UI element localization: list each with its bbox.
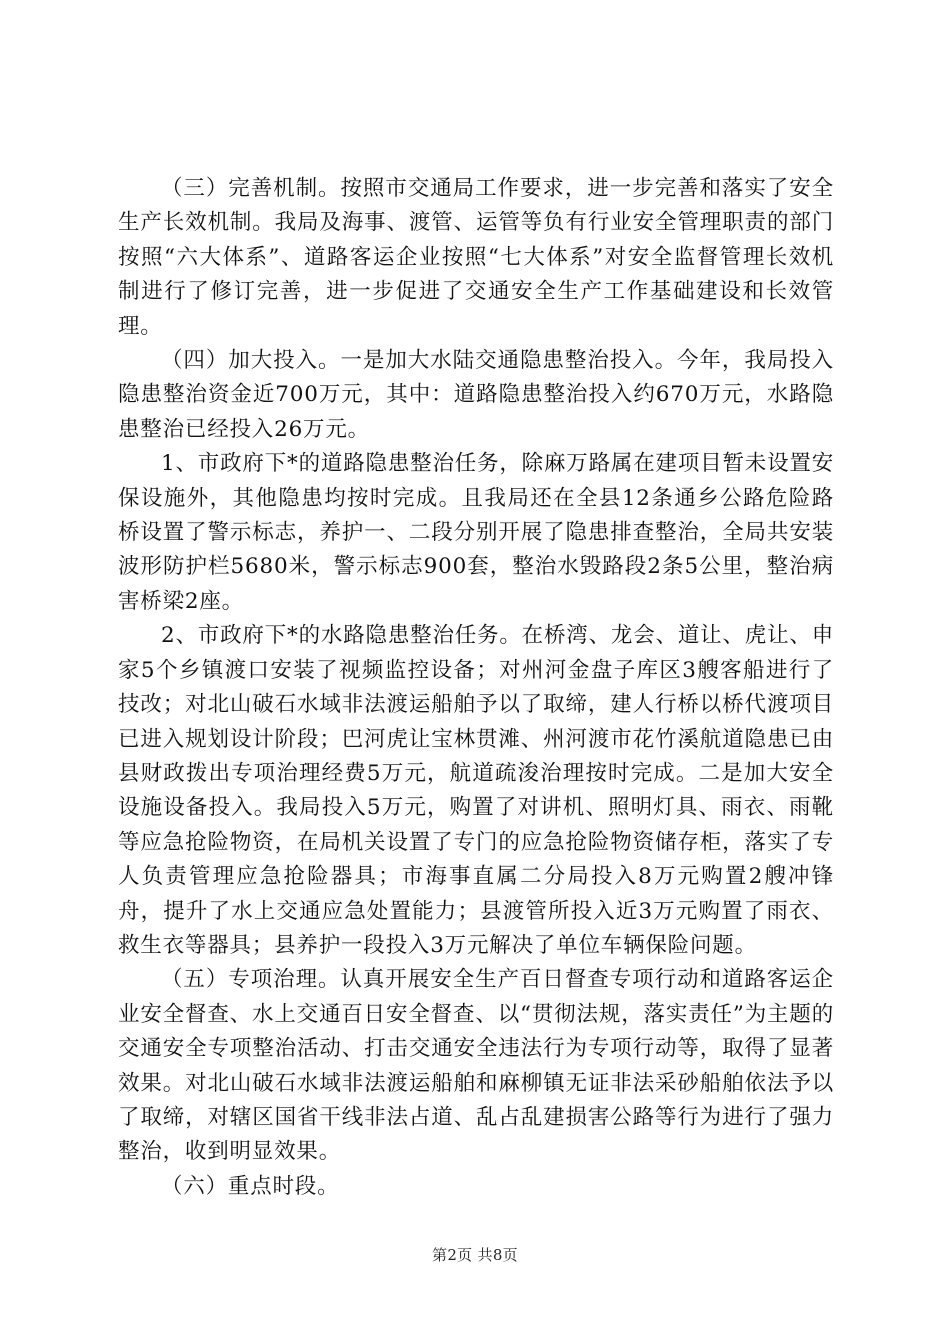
paragraph-increase-investment: （四）加大投入。一是加大水陆交通隐患整治投入。今年，我局投入隐患整治资金近700万元，其中：道路隐患整治投入约670万元，水路隐患整治已经投入26万元。 — [118, 348, 834, 442]
page-number-footer: 第2页 共8页 — [432, 1246, 518, 1264]
paragraph-waterway-hazard-tasks: 2、市政府下*的水路隐患整治任务。在桥湾、龙会、道让、虎让、申家5个乡镇渡口安装了视频监控设备；对州河金盘子库区3艘客船进行了技改；对北山破石水域非法渡运船舶予以了取缔，建人行桥以桥代渡项目已进入规划设计阶段；巴河虎让宝林贯滩、州河渡市花竹溪航道隐患已由县财政拨出专项治理经费5万元，航道疏浚治理按时完成。二是加大安全设施设备投入。我局投入5万元，购置了对讲机、照明灯具、雨衣、雨靴等应急抢险物资，在局机关设置了专门的应急抢险物资储存柜，落实了专人负责管理应急抢险器具；市海事直属二分局投入8万元购置2艘冲锋舟，提升了水上交通应急处置能力；县渡管所投入近3万元购置了雨衣、救生衣等器具；县养护一段投入3万元解决了单位车辆保险问题。 — [118, 623, 834, 958]
paragraph-special-rectification: （五）专项治理。认真开展安全生产百日督查专项行动和道路客运企业安全督查、水上交通百日安全督查、以“贯彻法规，落实责任”为主题的交通安全专项整治活动、打击交通安全违法行为专项行动等，取得了显著效果。对北山破石水域非法渡运船舶和麻柳镇无证非法采砂船舶依法予以了取缔，对辖区国省干线非法占道、乱占乱建损害公路等行为进行了强力整治，收到明显效果。 — [118, 967, 834, 1165]
document-body — [118, 172, 834, 1204]
paragraph-road-hazard-tasks: 1、市政府下*的道路隐患整治任务，除麻万路属在建项目暂未设置安保设施外，其他隐患均按时完成。且我局还在全县12条通乡公路危险路桥设置了警示标志，养护一、二段分别开展了隐患排查整治，全局共安装波形防护栏5680米，警示标志900套，整治水毁路段2条5公里，整治病害桥梁2座。 — [118, 451, 834, 614]
paragraph-improve-mechanism: （三）完善机制。按照市交通局工作要求，进一步完善和落实了安全生产长效机制。我局及海事、渡管、运管等负有行业安全管理职责的部门按照“六大体系”、道路客运企业按照“七大体系”对安全监督管理长效机制进行了修订完善，进一步促进了交通安全生产工作基础建设和长效管理。 — [118, 176, 834, 339]
paragraph-key-periods: （六）重点时段。 — [161, 1173, 340, 1199]
